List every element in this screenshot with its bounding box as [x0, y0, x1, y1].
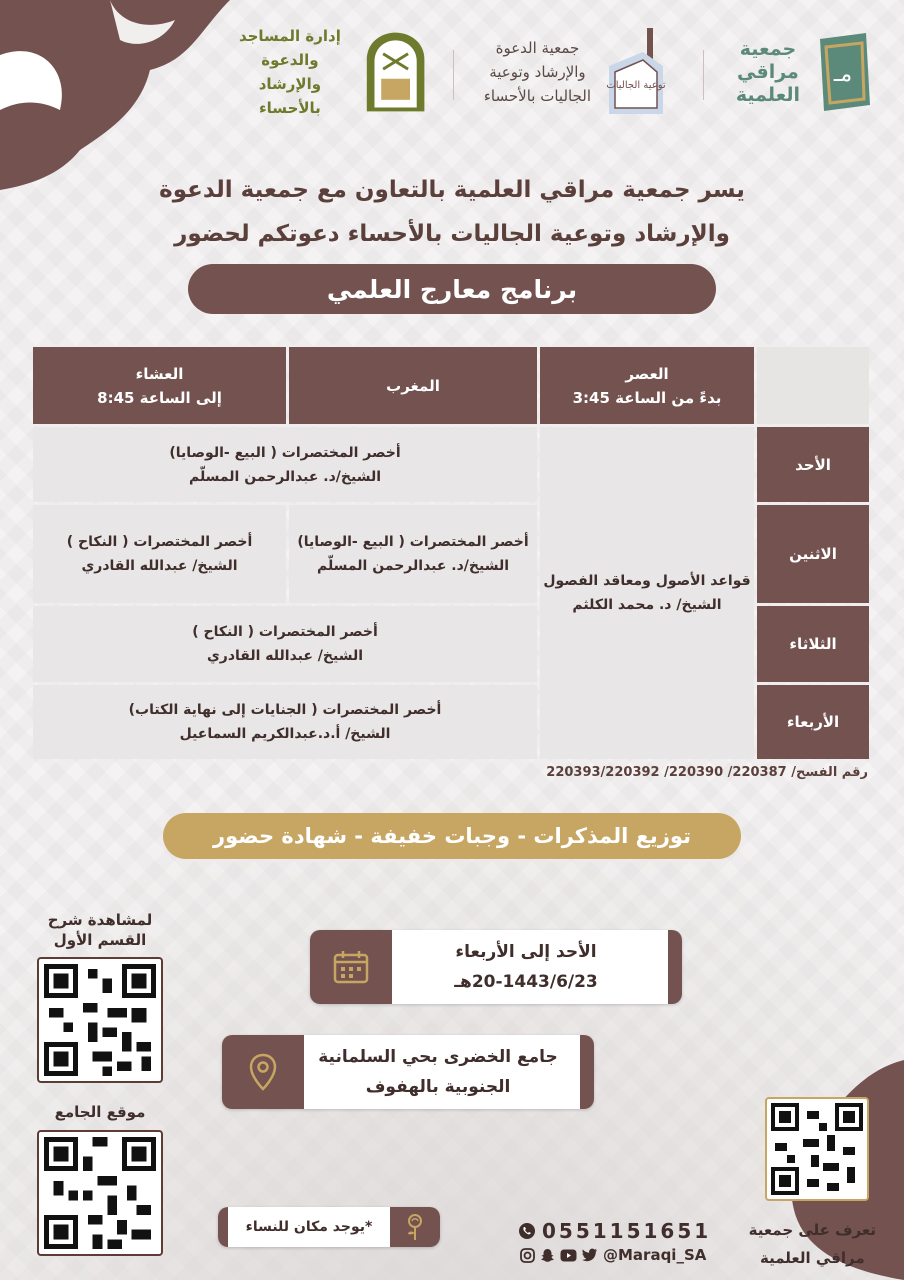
header-isha-sub: إلى الساعة 8:45: [97, 388, 222, 407]
date-line1: الأحد إلى الأربعاء: [455, 942, 597, 962]
date-icon-box: [310, 930, 392, 1004]
asr-course: قواعد الأصول ومعاقد الفصول: [543, 573, 751, 589]
header-isha-title: العشاء: [135, 364, 184, 383]
wednesday-course: أخصر المختصرات ( الجنايات إلى نهاية الكتاب): [128, 702, 442, 718]
qr-code-section1[interactable]: [37, 957, 163, 1083]
day-monday: الاثنين: [757, 505, 869, 603]
header-asr: [540, 347, 754, 424]
maraqi-logo-line1: جمعية: [739, 37, 797, 60]
dawa-logo: [484, 22, 669, 122]
location-icon-box: [222, 1035, 304, 1109]
intro-text: [150, 168, 754, 256]
masajid-emblem-icon: [362, 29, 429, 115]
day-wednesday: الأربعاء: [757, 685, 869, 759]
header-maghrib: [289, 347, 537, 424]
qr-code-mosque-location[interactable]: [37, 1130, 163, 1256]
tuesday-course: أخصر المختصرات ( النكاح ): [192, 624, 378, 640]
monday-isha-cell: [33, 505, 286, 603]
masajid-logo-line2: والدعوة والإرشاد: [258, 51, 322, 93]
masajid-logo: [230, 22, 429, 122]
monday-maghrib-cell: [289, 505, 537, 603]
date-line2: 20-1443/6/23هـ: [454, 972, 598, 992]
maraqi-logo-line3: العلمية: [735, 83, 800, 106]
asr-course-cell: [540, 427, 754, 759]
learn-more-text: [749, 1216, 876, 1272]
monday-isha-sheikh: الشيخ/ عبدالله القادري: [81, 558, 238, 574]
header-divider: [703, 50, 704, 100]
asr-sheikh: الشيخ/ د. محمد الكلثم: [572, 597, 722, 613]
dawa-logo-line3: الجاليات بالأحساء: [483, 87, 591, 105]
day-sunday: الأحد: [757, 427, 869, 502]
sunday-evening-cell: [33, 427, 537, 502]
corner-ornament-top-left: [0, 0, 230, 190]
day-tuesday: الثلاثاء: [757, 606, 869, 682]
qr-code-icon: [767, 1099, 867, 1199]
women-icon-box: [390, 1207, 440, 1247]
qr1-label: [30, 910, 170, 950]
maraqi-logo: [736, 22, 874, 122]
intro-line1: يسر جمعية مراقي العلمية بالتعاون مع جمعية الدعوة: [159, 177, 745, 203]
calendar-icon: [333, 950, 369, 984]
dawa-logo-line2: والإرشاد وتوعية: [489, 63, 586, 81]
header-asr-sub: بدءً من الساعة 3:45: [572, 388, 722, 407]
contact-phone-row: [518, 1219, 711, 1243]
masajid-logo-line3: بالأحساء: [259, 99, 321, 117]
license-number: رقم الفسح/ 220387/ 220390/ 220393/220392: [546, 765, 868, 780]
qr-code-maraqi[interactable]: [765, 1097, 869, 1201]
tuesday-evening-cell: [33, 606, 537, 682]
date-pill: [310, 930, 682, 1004]
qr-code-icon: [39, 1132, 161, 1254]
women-note: *يوجد مكان للنساء: [245, 1219, 373, 1235]
youtube-icon[interactable]: [560, 1249, 577, 1262]
snapchat-icon[interactable]: [540, 1248, 555, 1263]
wednesday-evening-cell: [33, 685, 537, 759]
location-line2: الجنوبية بالهفوف: [365, 1077, 511, 1097]
header-asr-title: العصر: [625, 364, 669, 383]
dawa-emblem-text: توعية الجاليات: [606, 80, 666, 91]
monday-isha-course: أخصر المختصرات ( النكاح ): [66, 534, 253, 550]
learn-more-line2: مراقي العلمية: [759, 1249, 865, 1267]
location-pill-accent: [580, 1035, 594, 1109]
svg-text:مـ: مـ: [833, 62, 853, 87]
masajid-logo-line1: إدارة المساجد: [238, 27, 341, 45]
location-line1: جامع الخضرى بحي السلمانية: [318, 1047, 558, 1067]
program-title: برنامج معارج العلمي: [188, 264, 716, 314]
sunday-sheikh: الشيخ/د. عبدالرحمن المسلّم: [188, 468, 382, 485]
intro-line2: والإرشاد وتوعية الجاليات بالأحساء دعوتكم لحضور: [174, 221, 730, 247]
monday-maghrib-sheikh: الشيخ/د. عبدالرحمن المسلّم: [316, 558, 510, 574]
rose-icon: [404, 1213, 426, 1241]
location-pill: [222, 1035, 594, 1109]
women-pill-accent: [218, 1207, 228, 1247]
svg-text:توعية الجاليات: [606, 80, 666, 91]
qr-code-icon: [39, 959, 161, 1081]
tuesday-sheikh: الشيخ/ عبدالله القادري: [206, 648, 364, 664]
dawa-emblem-icon: [603, 26, 669, 118]
maraqi-emblem-icon: [812, 29, 874, 115]
header-maghrib-title: المغرب: [386, 376, 440, 395]
contact-phone[interactable]: 0551151651: [542, 1219, 712, 1243]
dawa-logo-line1: جمعية الدعوة: [495, 39, 580, 57]
monday-maghrib-course: أخصر المختصرات ( البيع -الوصايا): [297, 534, 529, 550]
qr2-label: موقع الجامع: [54, 1103, 146, 1121]
benefits-banner: توزيع المذكرات - وجبات خفيفة - شهادة حضور: [163, 813, 741, 859]
contact-handle[interactable]: @Maraqi_SA: [603, 1246, 707, 1264]
women-note-pill: [218, 1207, 440, 1247]
location-pin-icon: [249, 1053, 277, 1091]
learn-more-line1: تعرف على جمعية: [748, 1221, 876, 1239]
instagram-icon[interactable]: [520, 1248, 535, 1263]
header-isha: [33, 347, 286, 424]
header-logos: [230, 22, 874, 132]
table-corner-cell: [757, 347, 869, 424]
wednesday-sheikh: الشيخ/ أ.د.عبدالكريم السماعيل: [179, 726, 391, 742]
date-pill-accent: [668, 930, 682, 1004]
header-divider: [453, 50, 454, 100]
qr1-label-line1: لمشاهدة شرح: [47, 911, 153, 929]
maraqi-logo-line2: مراقي: [737, 60, 799, 83]
qr1-label-line2: القسم الأول: [53, 931, 147, 949]
twitter-icon[interactable]: [582, 1248, 598, 1262]
whatsapp-icon[interactable]: [518, 1222, 536, 1240]
social-media-row: [520, 1246, 706, 1264]
sunday-course: أخصر المختصرات ( البيع -الوصايا): [169, 444, 401, 461]
